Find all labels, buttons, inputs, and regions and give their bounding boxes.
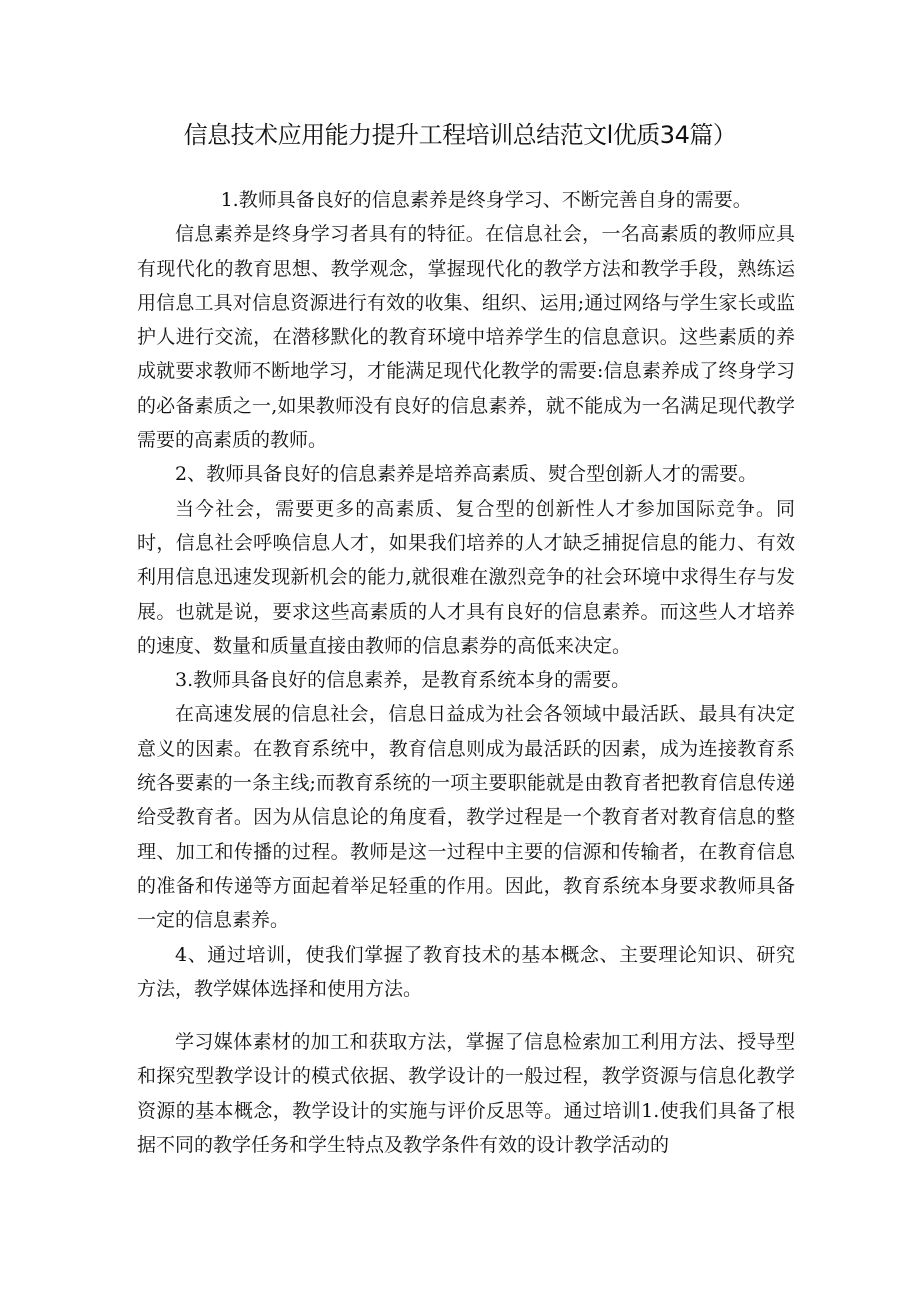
paragraph: 当今社会，需要更多的高素质、复合型的创新性人才参加国际竞争。同时，信息社会呼唤信息人才，如果我们培养的人才缺乏捕捉信息的能力、有效利用信息迅速发现新机会的能力,就很难在激烈竞争的社会环境中求得生存与发展。也就是说，要求这些高素质的人才具有良好的信息素养。而这些人才培养的速度、数量和质量直接由教师的信息素券的高低来决定。: [137, 497, 795, 657]
paragraph: 学习媒体素材的加工和获取方法，掌握了信息检索加工利用方法、授导型和探究型教学设计的模式依据、教学设计的一般过程，教学资源与信息化教学资源的基本概念，教学设计的实施与评价反思等。通过培训1.使我们具备了根据不同的教学任务和学生特点及教学条件有效的设计教学活动的: [137, 1031, 795, 1157]
document-title: 信息技术应用能力提升工程培训总结范文l优质34篇）: [183, 121, 737, 149]
section-heading-4: 4、通过培训，使我们掌握了教育技术的基本概念、主要理论知识、研究方法，教学媒体选择和使用方法。: [137, 943, 795, 1000]
paragraph: 在高速发展的信息社会，信息日益成为社会各领域中最活跃、最具有决定意义的因素。在教育系统中，教育信息则成为最活跃的因素，成为连接教育系统各要素的一条主线;而教育系统的一项主要职能就是由教育者把教育信息传递给受教育者。因为从信息论的角度看，教学过程是一个教育者对教育信息的整理、加工和传播的过程。教师是这一过程中主要的信源和传输者，在教育信息的准备和传递等方面起着举足轻重的作用。因此，教育系统本身要求教师具备一定的信息素养。: [137, 703, 795, 932]
section-heading-1: 1.教师具备良好的信息素养是终身学习、不断完善自身的需要。: [220, 189, 752, 211]
paragraph: 信息素养是终身学习者具有的特征。在信息社会，一名高素质的教师应具有现代化的教育思想、教学观念，掌握现代化的教学方法和教学手段，熟练运用信息工具对信息资源进行有效的收集、组织、运用;通过网络与学生家长或监护人进行交流，在潜移默化的教育环境中培养学生的信息意识。这些素质的养成就要求教师不断地学习，才能满足现代化教学的需要:信息素养成了终身学习的必备素质之一,如果教师没有良好的信息素养，就不能成为一名满足现代教学需要的高素质的教师。: [137, 223, 795, 452]
section-heading-3: 3.教师具备良好的信息素养，是教育系统本身的需要。: [175, 669, 631, 692]
section-heading-2: 2、教师具备良好的信息素养是培养高素质、熨合型创新人才的需要。: [175, 463, 758, 486]
document-body: [137, 183, 795, 1162]
